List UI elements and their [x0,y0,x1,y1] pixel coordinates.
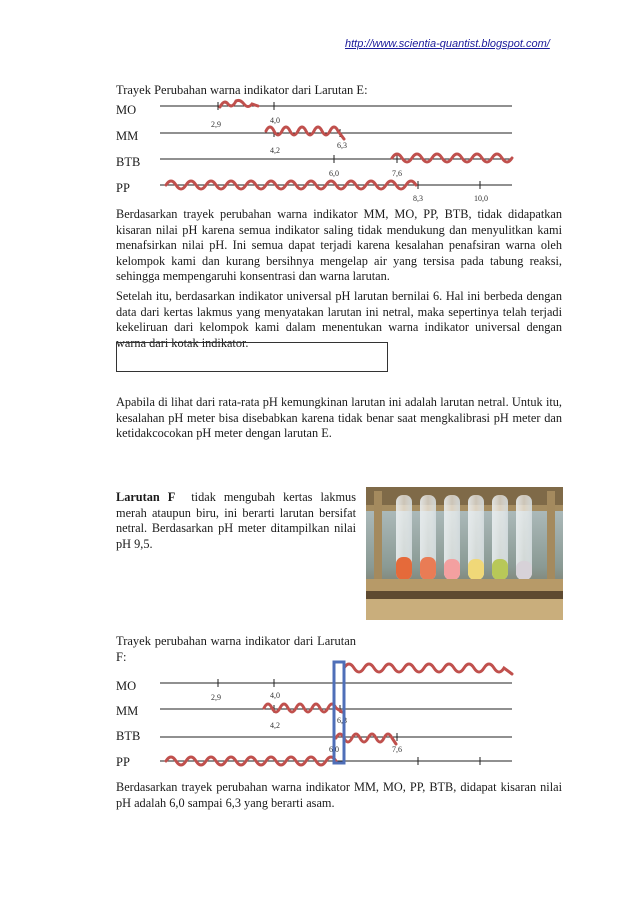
tick-btb-e-b: 7,6 [392,169,402,178]
wave-mm-f [264,704,342,712]
tick-btb-f-b: 7,6 [392,745,402,754]
tick-mm-e-b: 6,3 [337,141,347,150]
paragraph-e-1: Berdasarkan trayek perubahan warna indikator MM, MO, PP, BTB, tidak didapatkan kisaran nilai pH karena semua indikator saling tidak mendukung dan menyulitkan kami menafsirkan nilai pH. Ini semua dapat terjadi karena kesalahan penafsiran warna oleh kelompok kami dan kurang bersihnya mengelap air yang tersisa pada tabung reaksi, sehingga mempengaruhi konsentrasi dan warna larutan. [116,207,562,283]
label-pp-f: PP [116,755,130,769]
label-mo-f: MO [116,679,137,693]
label-pp-e: PP [116,181,130,195]
tick-mm-f-b: 6,3 [337,716,347,725]
section-f-heading: Larutan F [116,490,176,504]
label-mo-e: MO [116,103,137,117]
tick-mo-f-a: 2,9 [211,693,221,702]
conclusion-f: Berdasarkan trayek perubahan warna indikator MM, MO, PP, BTB, didapat kisaran nilai pH adalah 6,0 sampai 6,3 yang berarti asam. [116,780,562,810]
tick-mo-e-a: 2,9 [211,120,221,129]
section-f-title: Trayek perubahan warna indikator dari Larutan F: [116,634,356,664]
label-btb-e: BTB [116,155,141,169]
label-mm-e: MM [116,129,139,143]
range-box [334,662,344,763]
paragraph-e-2: Setelah itu, berdasarkan indikator universal pH larutan bernilai 6. Hal ini berbeda dengan data dari kertas lakmus yang menyatakan larutan ini netral, maka sepertinya telah terjadi kekeliruan dari kelompok kami dalam menentukan warna indikator universal dengan warna dari kotak indikator. [116,289,562,350]
header-url[interactable]: http://www.scientia-quantist.blogspot.com/ [345,38,550,50]
tick-btb-e-a: 6,0 [329,169,339,178]
tick-btb-f-a: 6,0 [329,745,339,754]
tick-pp-e-b: 10,0 [474,194,488,203]
label-mm-f: MM [116,704,139,718]
section-e-title: Trayek Perubahan warna indikator dari Larutan E: [116,83,368,97]
tick-mo-f-b: 4,0 [270,691,280,700]
tick-mm-f-a: 4,2 [270,721,280,730]
tick-mm-e-a: 4,2 [270,146,280,155]
wave-mo-f [344,664,512,674]
paragraph-e-3: Apabila di lihat dari rata-rata pH kemungkinan larutan ini adalah larutan netral. Untuk itu, kesalahan pH meter bisa disebabkan karena tidak benar saat mengkalibrasi pH meter dan ketidakcocokan pH meter dengan larutan E. [116,395,562,440]
tick-mo-e-b: 4,0 [270,116,280,125]
tick-pp-e-a: 8,3 [413,194,423,203]
label-btb-f: BTB [116,729,141,743]
section-f-intro-text: tidak mengubah kertas lakmus merah ataupun biru, ini berarti larutan bersifat netral. Berdasarkan pH meter ditampilkan nilai pH 9,5. [116,490,356,551]
